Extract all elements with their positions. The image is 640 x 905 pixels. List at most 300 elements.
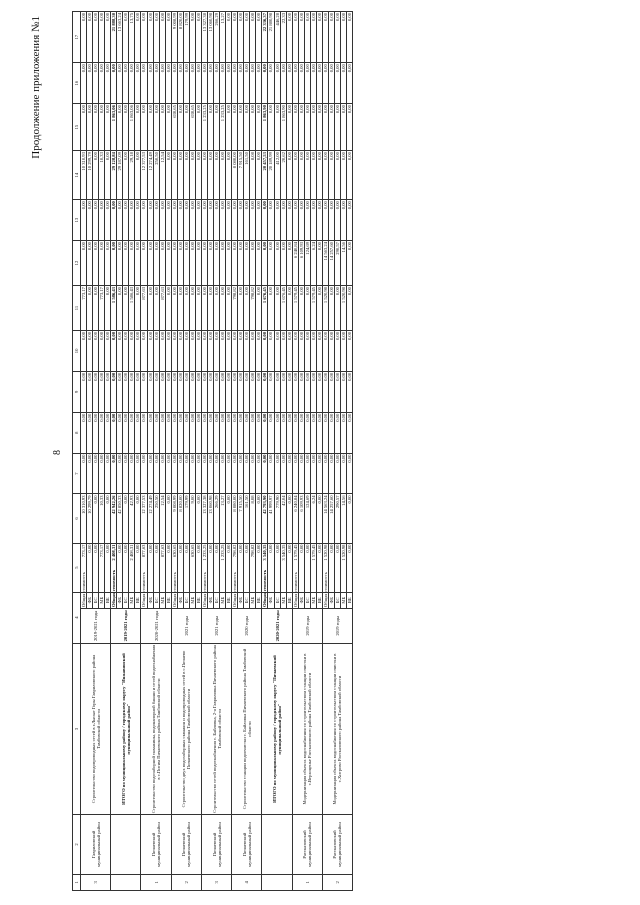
value-cell: 266,29 — [214, 12, 220, 63]
value-cell: 0,00 — [250, 200, 256, 241]
value-cell: 1 233,25 — [220, 543, 226, 592]
funding-source-cell: МБ — [159, 592, 165, 608]
value-cell: 0,00 — [238, 63, 244, 104]
value-cell: 877,63 — [141, 543, 147, 592]
period-cell: 2019-2021 годы — [111, 608, 141, 643]
value-cell: 0,00 — [262, 453, 268, 494]
value-cell: 0,00 — [195, 543, 201, 592]
value-cell: 0,00 — [105, 241, 111, 286]
value-cell: 0,00 — [280, 453, 286, 494]
value-cell: 1 233,25 — [220, 104, 226, 151]
value-cell: 0,00 — [274, 63, 280, 104]
value-cell: 0,00 — [250, 12, 256, 63]
value-cell: 0,00 — [310, 453, 316, 494]
value-cell: 0,00 — [292, 453, 298, 494]
value-cell: 0,00 — [214, 453, 220, 494]
column-header: 15 — [73, 104, 81, 151]
value-cell: 0,00 — [93, 371, 99, 412]
funding-source-cell: МБ — [310, 592, 316, 608]
value-cell: 0,00 — [105, 412, 111, 453]
value-cell: 0,00 — [135, 494, 141, 543]
value-cell: 0,00 — [347, 200, 353, 241]
value-cell: 0,00 — [244, 12, 250, 63]
value-cell: 0,00 — [347, 412, 353, 453]
funding-source-cell: МБ — [220, 592, 226, 608]
value-cell: 0,00 — [111, 241, 117, 286]
value-cell: 0,00 — [117, 63, 123, 104]
value-cell: 6 109,93 — [298, 241, 304, 286]
value-cell: 179,99 — [183, 494, 189, 543]
value-cell: 0,00 — [153, 412, 159, 453]
value-cell: 0,00 — [183, 412, 189, 453]
funding-source-cell: ФБ — [177, 592, 183, 608]
object-name-cell: ИТОГО по муниципальному району / городскому округу "Пичаевский муниципальный район" — [262, 643, 292, 815]
value-cell: 0,00 — [123, 412, 129, 453]
value-cell: 0,00 — [304, 543, 310, 592]
value-cell: 0,00 — [250, 104, 256, 151]
value-cell: 0,00 — [334, 63, 340, 104]
value-cell: 14 563,24 — [322, 494, 328, 543]
funding-source-cell: ФБ — [207, 592, 213, 608]
value-cell: 0,00 — [123, 12, 129, 63]
value-cell: 13 060,98 — [207, 494, 213, 543]
value-cell: 10 299,79 — [87, 151, 93, 200]
value-cell: 29 187,09 — [117, 151, 123, 200]
value-cell: 0,00 — [189, 453, 195, 494]
value-cell: 0,00 — [310, 412, 316, 453]
value-cell: 2 408,31 — [129, 543, 135, 592]
item-number-cell: 4 — [232, 874, 262, 890]
item-number-cell: 2 — [322, 874, 352, 890]
funding-source-cell: МБ — [99, 592, 105, 608]
value-cell: 0,00 — [274, 412, 280, 453]
value-cell: 0,00 — [256, 200, 262, 241]
value-cell: 0,00 — [177, 412, 183, 453]
district-cell: Пичаевский муниципальный район — [201, 815, 231, 874]
value-cell: 0,00 — [256, 104, 262, 151]
value-cell: 0,00 — [280, 371, 286, 412]
value-cell: 0,00 — [195, 12, 201, 63]
value-cell: 0,00 — [304, 371, 310, 412]
value-cell: 9 008,99 — [171, 494, 177, 543]
value-cell: 0,00 — [171, 63, 177, 104]
value-cell: 0,00 — [111, 412, 117, 453]
value-cell: 0,00 — [135, 104, 141, 151]
value-cell: 0,00 — [238, 12, 244, 63]
value-cell: 0,00 — [304, 453, 310, 494]
value-cell: 0,00 — [105, 104, 111, 151]
value-cell: 773,17 — [99, 543, 105, 592]
item-number-cell: 3 — [81, 874, 111, 890]
value-cell: 0,00 — [81, 412, 87, 453]
value-cell: 0,00 — [195, 330, 201, 371]
value-cell: 0,00 — [183, 453, 189, 494]
value-cell: 0,00 — [99, 104, 105, 151]
value-cell: 0,00 — [195, 241, 201, 286]
value-cell: 14,56 — [341, 494, 347, 543]
value-cell: 0,00 — [141, 330, 147, 371]
value-cell: 0,00 — [256, 151, 262, 200]
value-cell: 0,00 — [99, 12, 105, 63]
value-cell: 0,00 — [322, 453, 328, 494]
value-cell: 0,00 — [177, 453, 183, 494]
value-cell: 0,00 — [244, 286, 250, 331]
funding-source-cell: БС — [304, 592, 310, 608]
value-cell: 1 233,25 — [201, 104, 207, 151]
value-cell: 0,00 — [105, 286, 111, 331]
value-cell: 13 327,38 — [201, 494, 207, 543]
value-cell: 0,00 — [238, 543, 244, 592]
value-cell: 0,00 — [93, 12, 99, 63]
column-header: 3 — [73, 643, 81, 815]
value-cell: 0,00 — [117, 200, 123, 241]
value-cell: 0,00 — [189, 151, 195, 200]
value-cell: 1 579,45 — [292, 286, 298, 331]
value-cell: 0,00 — [81, 200, 87, 241]
object-name-cell: Модернизация объекта водоснабжения со строительством станции очистки в с.Хитрово Рассказовского района Тамбовской области — [322, 643, 352, 815]
value-cell: 12 274,49 — [147, 494, 153, 543]
value-cell: 13 327,38 — [201, 12, 207, 63]
value-cell: 0,00 — [334, 543, 340, 592]
value-cell: 0,00 — [310, 63, 316, 104]
funding-source-cell: БС — [244, 592, 250, 608]
value-cell: 0,00 — [87, 453, 93, 494]
value-cell: 2 408,31 — [111, 543, 117, 592]
value-cell: 412,00 — [274, 151, 280, 200]
value-cell: 0,00 — [129, 200, 135, 241]
value-cell: 8 080,00 — [232, 151, 238, 200]
value-cell: 0,00 — [195, 453, 201, 494]
value-cell: 0,00 — [244, 63, 250, 104]
value-cell: 0,00 — [177, 286, 183, 331]
value-cell: 0,00 — [347, 241, 353, 286]
financing-table — [72, 11, 353, 891]
value-cell: 0,00 — [207, 453, 213, 494]
period-cell: 2019 годы — [322, 608, 352, 643]
value-cell: 0,00 — [274, 543, 280, 592]
value-cell: 0,00 — [87, 330, 93, 371]
value-cell: 0,00 — [87, 63, 93, 104]
value-cell: 0,00 — [93, 286, 99, 331]
value-cell: 6,24 — [310, 241, 316, 286]
funding-source-cell: ВБ — [105, 592, 111, 608]
value-cell: 779,90 — [274, 494, 280, 543]
value-cell: 0,00 — [268, 200, 274, 241]
value-cell: 446,28 — [274, 12, 280, 63]
value-cell: 0,00 — [316, 371, 322, 412]
page-number: 8 — [52, 450, 63, 455]
district-cell: Пичаевский муниципальный район — [141, 815, 171, 874]
value-cell: 0,00 — [171, 371, 177, 412]
value-cell: 42,93 — [129, 494, 135, 543]
value-cell: 0,00 — [304, 412, 310, 453]
column-header: 11 — [73, 286, 81, 331]
value-cell: 0,00 — [135, 286, 141, 331]
value-cell: 0,00 — [147, 12, 153, 63]
value-cell: 0,00 — [268, 412, 274, 453]
value-cell: 0,00 — [256, 12, 262, 63]
value-cell: 0,00 — [292, 371, 298, 412]
value-cell: 0,00 — [322, 151, 328, 200]
value-cell: 0,00 — [322, 371, 328, 412]
value-cell: 0,00 — [201, 151, 207, 200]
value-cell: 0,00 — [183, 63, 189, 104]
value-cell: 21 888,30 — [111, 12, 117, 63]
value-cell: 0,00 — [117, 241, 123, 286]
value-cell: 0,00 — [165, 286, 171, 331]
value-cell: 0,00 — [195, 286, 201, 331]
value-cell: 0,00 — [341, 63, 347, 104]
value-cell: 12,54 — [159, 151, 165, 200]
funding-source-cell: БС — [123, 592, 129, 608]
value-cell: 0,00 — [304, 104, 310, 151]
value-cell: 1 586,43 — [129, 286, 135, 331]
period-cell: 2020-2021 годы — [141, 608, 171, 643]
value-cell: 22,33 — [280, 12, 286, 63]
value-cell: 14,56 — [341, 241, 347, 286]
value-cell: 0,00 — [232, 412, 238, 453]
value-cell: 0,00 — [93, 330, 99, 371]
value-cell: 250,50 — [153, 151, 159, 200]
value-cell: 1 520,98 — [322, 543, 328, 592]
value-cell: 0,00 — [286, 200, 292, 241]
value-cell: 0,00 — [298, 63, 304, 104]
value-cell: 0,00 — [135, 63, 141, 104]
value-cell: 0,00 — [159, 330, 165, 371]
value-cell: 266,29 — [214, 494, 220, 543]
value-cell: 0,00 — [159, 371, 165, 412]
value-cell: 0,00 — [244, 412, 250, 453]
value-cell: 0,00 — [117, 412, 123, 453]
value-cell: 630,65 — [171, 543, 177, 592]
value-cell: 41 999,97 — [268, 494, 274, 543]
value-cell: 0,00 — [93, 63, 99, 104]
value-cell: 0,00 — [93, 200, 99, 241]
value-cell: 0,00 — [286, 330, 292, 371]
value-cell: 0,00 — [189, 371, 195, 412]
value-cell: 0,00 — [129, 453, 135, 494]
value-cell: 877,63 — [159, 286, 165, 331]
total-cost-label: Общая стоимость — [81, 572, 86, 607]
district-cell — [111, 815, 141, 874]
object-name-cell: Строительство водозаборной скважины, водонапорной башни и сетей водоснабжения в с.Питим Пичаевского района Тамбовской области — [141, 643, 171, 815]
value-cell: 0,00 — [99, 371, 105, 412]
value-cell: 0,00 — [298, 151, 304, 200]
value-cell: 290,57 — [334, 494, 340, 543]
value-cell: 0,00 — [87, 241, 93, 286]
value-cell: 1 863,06 — [129, 104, 135, 151]
value-cell: 0,00 — [165, 200, 171, 241]
value-cell: 0,00 — [81, 12, 87, 63]
period-cell: 2019 годы — [292, 608, 322, 643]
funding-source-cell: БС — [183, 592, 189, 608]
value-cell: 0,00 — [177, 151, 183, 200]
table-body — [81, 12, 353, 891]
item-number-cell: 1 — [141, 874, 171, 890]
value-cell: 0,00 — [177, 371, 183, 412]
value-cell: 0,00 — [286, 286, 292, 331]
value-cell: 0,00 — [165, 453, 171, 494]
value-cell: 0,00 — [105, 63, 111, 104]
value-cell: 0,00 — [304, 151, 310, 200]
funding-source-cell: ВБ — [286, 592, 292, 608]
value-cell: 0,00 — [214, 151, 220, 200]
value-cell: 0,00 — [171, 151, 177, 200]
value-cell: 42 793,90 — [262, 494, 268, 543]
value-cell: 161,50 — [244, 151, 250, 200]
value-cell: 0,00 — [183, 286, 189, 331]
district-cell: Пичаевский муниципальный район — [232, 815, 262, 874]
value-cell: 0,00 — [268, 453, 274, 494]
value-cell: 0,00 — [105, 12, 111, 63]
value-cell: 12 377,53 — [141, 151, 147, 200]
value-cell: 0,00 — [220, 63, 226, 104]
value-cell: 0,00 — [214, 104, 220, 151]
value-cell: 1 579,45 — [310, 543, 316, 592]
value-cell: 0,00 — [226, 412, 232, 453]
value-cell: 0,00 — [207, 200, 213, 241]
value-cell: 0,00 — [304, 200, 310, 241]
value-cell: 0,00 — [153, 12, 159, 63]
value-cell: 0,00 — [262, 371, 268, 412]
value-cell: 0,00 — [141, 200, 147, 241]
column-header: 1 — [73, 874, 81, 890]
column-header: 4 — [73, 592, 81, 643]
value-cell: 0,00 — [153, 241, 159, 286]
value-cell: 0,00 — [153, 286, 159, 331]
value-cell: 0,00 — [256, 241, 262, 286]
value-cell: 0,00 — [201, 371, 207, 412]
value-cell: 0,00 — [147, 453, 153, 494]
value-cell: 0,00 — [322, 104, 328, 151]
value-cell: 0,00 — [334, 412, 340, 453]
value-cell: 0,00 — [268, 104, 274, 151]
value-cell: 0,00 — [207, 241, 213, 286]
value-cell: 0,00 — [141, 241, 147, 286]
value-cell: 0,00 — [153, 200, 159, 241]
value-cell: 0,00 — [232, 330, 238, 371]
value-cell: 0,00 — [87, 12, 93, 63]
value-cell: 0,00 — [250, 241, 256, 286]
value-cell: 0,00 — [159, 412, 165, 453]
value-cell: 0,00 — [292, 104, 298, 151]
value-cell: 0,00 — [87, 200, 93, 241]
value-cell: 42 942,26 — [111, 494, 117, 543]
value-cell: 0,00 — [226, 63, 232, 104]
value-cell: 0,00 — [214, 63, 220, 104]
value-cell: 0,00 — [195, 494, 201, 543]
period-cell: 2021 годы — [171, 608, 201, 643]
value-cell: 0,00 — [105, 200, 111, 241]
period-cell: 2020-2021 годы — [262, 608, 292, 643]
value-cell: 0,00 — [93, 543, 99, 592]
value-cell: 0,00 — [220, 241, 226, 286]
value-cell: 0,00 — [105, 453, 111, 494]
value-cell: 0,00 — [316, 453, 322, 494]
value-cell: 0,00 — [226, 371, 232, 412]
value-cell: 0,00 — [147, 543, 153, 592]
value-cell: 0,00 — [195, 371, 201, 412]
funding-source-cell: ВБ — [347, 592, 353, 608]
value-cell: 0,00 — [159, 241, 165, 286]
value-cell: 0,00 — [298, 371, 304, 412]
value-cell: 0,00 — [232, 453, 238, 494]
value-cell: 0,00 — [165, 330, 171, 371]
value-cell: 0,00 — [334, 12, 340, 63]
value-cell: 0,00 — [183, 543, 189, 592]
value-cell: 0,00 — [201, 63, 207, 104]
value-cell: 0,00 — [129, 412, 135, 453]
value-cell: 0,00 — [141, 371, 147, 412]
value-cell: 0,00 — [207, 543, 213, 592]
value-cell: 0,00 — [189, 412, 195, 453]
value-cell: 0,00 — [280, 241, 286, 286]
funding-source-cell: ВБ — [135, 592, 141, 608]
value-cell: 0,00 — [93, 494, 99, 543]
column-header: 13 — [73, 200, 81, 241]
value-cell: 21 880,98 — [268, 12, 274, 63]
value-cell: 0,00 — [201, 241, 207, 286]
value-cell: 0,00 — [334, 453, 340, 494]
value-cell: 0,00 — [81, 371, 87, 412]
value-cell: 10 310,93 — [81, 494, 87, 543]
value-cell: 0,00 — [268, 286, 274, 331]
value-cell: 12,54 — [159, 494, 165, 543]
funding-source-cell: ФБ — [87, 592, 93, 608]
value-cell: 0,00 — [135, 200, 141, 241]
value-cell: 1 520,98 — [341, 286, 347, 331]
value-cell: 0,00 — [304, 63, 310, 104]
column-header: 16 — [73, 63, 81, 104]
value-cell: 0,00 — [226, 286, 232, 331]
value-cell: 0,00 — [274, 453, 280, 494]
value-cell: 0,00 — [328, 453, 334, 494]
value-cell: 0,00 — [99, 200, 105, 241]
funding-source-cell: БС — [153, 592, 159, 608]
funding-source-cell: ФБ — [238, 592, 244, 608]
value-cell: 13,27 — [220, 12, 226, 63]
value-cell: 0,00 — [141, 453, 147, 494]
value-cell: 0,00 — [244, 241, 250, 286]
item-number-cell — [111, 874, 141, 890]
value-cell: 0,00 — [292, 12, 298, 63]
value-cell: 0,00 — [99, 412, 105, 453]
value-cell: 0,00 — [81, 104, 87, 151]
value-cell: 0,00 — [322, 330, 328, 371]
value-cell: 0,00 — [135, 151, 141, 200]
value-cell: 0,00 — [177, 104, 183, 151]
value-cell: 0,00 — [147, 286, 153, 331]
value-cell: 20 189,99 — [268, 151, 274, 200]
value-cell: 630,65 — [171, 104, 177, 151]
value-cell: 0,00 — [322, 63, 328, 104]
funding-source-cell: ФБ — [298, 592, 304, 608]
total-cost-label: Общая стоимость — [322, 572, 328, 607]
district-cell: Рассказовский муниципальный район — [322, 815, 352, 874]
value-cell: 13,27 — [220, 494, 226, 543]
funding-source-cell: БС — [334, 592, 340, 608]
funding-source-cell: ВБ — [195, 592, 201, 608]
value-cell: 0,00 — [334, 371, 340, 412]
value-cell: 0,00 — [226, 12, 232, 63]
value-cell: 0,00 — [117, 330, 123, 371]
funding-source-cell: ВБ — [316, 592, 322, 608]
period-cell: 2021 годы — [201, 608, 231, 643]
value-cell: 9,00 — [189, 494, 195, 543]
value-cell: 0,00 — [232, 63, 238, 104]
value-cell: 1 520,98 — [322, 286, 328, 331]
value-cell: 0,00 — [334, 104, 340, 151]
